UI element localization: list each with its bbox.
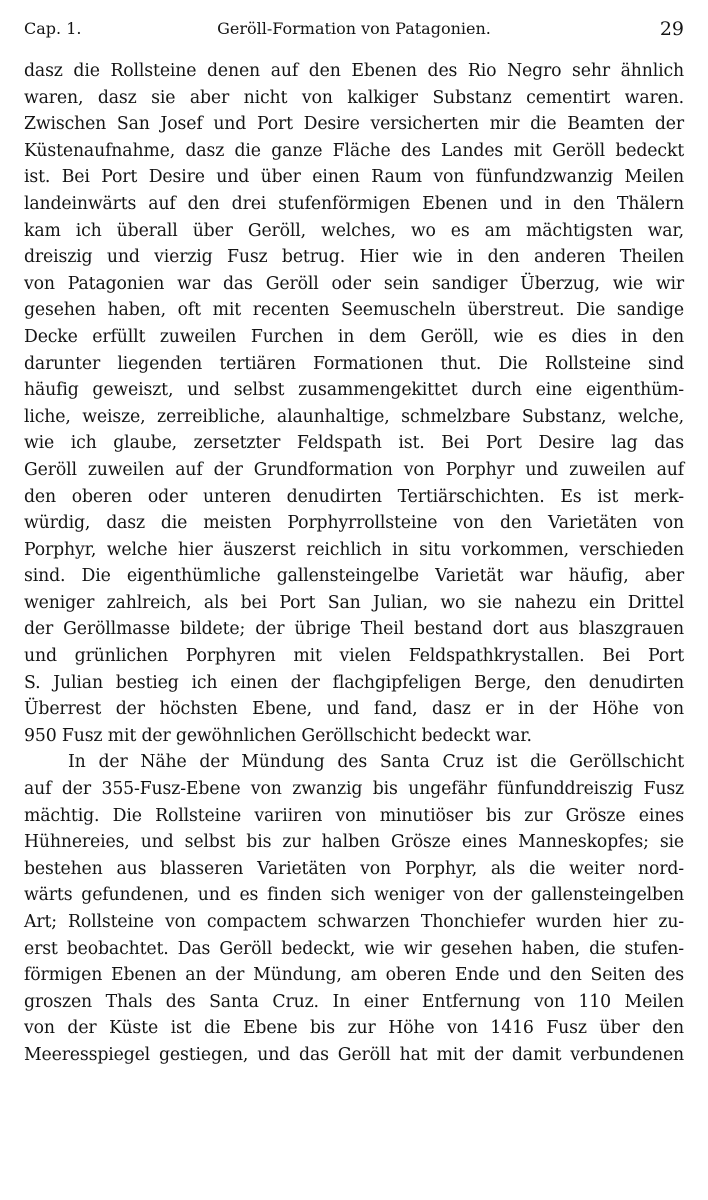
text-line: von der Küste ist die Ebene bis zur Höhe von 1416 Fusz über den bbox=[24, 1018, 684, 1039]
text-line: groszen Thals des Santa Cruz. In einer Entfernung von 110 Meilen bbox=[24, 991, 684, 1012]
text-line: Meeresspiegel gestiegen, und das Geröll hat mit der damit verbundenen bbox=[24, 1044, 684, 1065]
text-line: Küstenaufnahme, dasz die ganze Fläche des Landes mit Geröll bedeckt bbox=[24, 140, 684, 161]
text-line: und grünlichen Porphyren mit vielen Feldspathkrystallen. Bei Port bbox=[24, 646, 684, 667]
text-line: darunter liegenden tertiären Formationen thut. Die Rollsteine sind bbox=[24, 353, 684, 374]
text-line: dreiszig und vierzig Fusz betrug. Hier wie in den anderen Theilen bbox=[24, 247, 684, 268]
text-line: liche, weisze, zerreibliche, alaunhaltige, schmelzbare Substanz, welche, bbox=[24, 406, 684, 427]
text-line: von Patagonien war das Geröll oder sein sandiger Überzug, wie wir bbox=[24, 273, 684, 294]
page-number: 29 bbox=[659, 18, 684, 40]
text-line: landeinwärts auf den drei stufenförmigen Ebenen und in den Thälern bbox=[24, 193, 684, 214]
text-line: bestehen aus blasseren Varietäten von Porphyr, als die weiter nord- bbox=[24, 858, 684, 879]
paragraph-end-line: 950 Fusz mit der gewöhnlichen Geröllschicht bedeckt war. bbox=[24, 725, 532, 746]
text-line: häufig geweiszt, und selbst zusammengekittet durch eine eigenthüm- bbox=[24, 380, 684, 401]
text-line: kam ich überall über Geröll, welches, wo es am mächtigsten war, bbox=[24, 220, 684, 241]
paragraph-start-line: In der Nähe der Mündung des Santa Cruz ist die Geröllschicht bbox=[68, 752, 684, 773]
text-line: mächtig. Die Rollsteine variiren von minutiöser bis zur Grösze eines bbox=[24, 805, 684, 826]
text-line: Zwischen San Josef und Port Desire versicherten mir die Beamten der bbox=[24, 114, 684, 135]
chapter-label: Cap. 1. bbox=[24, 19, 82, 38]
text-line: S. Julian bestieg ich einen der flachgipfeligen Berge, den denudirten bbox=[24, 672, 684, 693]
text-line: der Geröllmasse bildete; der übrige Theil bestand dort aus blaszgrauen bbox=[24, 619, 684, 640]
running-title: Geröll-Formation von Patagonien. bbox=[217, 19, 491, 38]
text-line: Hühnereies, und selbst bis zur halben Grösze eines Manneskopfes; sie bbox=[24, 832, 684, 853]
body-text bbox=[24, 58, 684, 1069]
text-line: wie ich glaube, zersetzter Feldspath ist. Bei Port Desire lag das bbox=[24, 433, 684, 454]
text-line: sind. Die eigenthümliche gallensteingelbe Varietät war häufig, aber bbox=[24, 566, 684, 587]
text-line: Geröll zuweilen auf der Grundformation von Porphyr und zuweilen auf bbox=[24, 459, 684, 480]
text-line: auf der 355-Fusz-Ebene von zwanzig bis ungefähr fünfunddreiszig Fusz bbox=[24, 779, 684, 800]
text-line: waren, dasz sie aber nicht von kalkiger Substanz cementirt waren. bbox=[24, 87, 684, 108]
text-line: wärts gefundenen, und es finden sich weniger von der gallensteingelben bbox=[24, 885, 684, 906]
text-line: Decke erfüllt zuweilen Furchen in dem Geröll, wie es dies in den bbox=[24, 326, 684, 347]
text-line: den oberen oder unteren denudirten Tertiärschichten. Es ist merk- bbox=[24, 486, 684, 507]
text-line: Art; Rollsteine von compactem schwarzen Thonchiefer wurden hier zu- bbox=[24, 912, 684, 932]
text-line: weniger zahlreich, als bei Port San Julian, wo sie nahezu ein Drittel bbox=[24, 592, 684, 613]
text-line: Porphyr, welche hier äuszerst reichlich in situ vorkommen, verschieden bbox=[24, 539, 684, 560]
text-line: gesehen haben, oft mit recenten Seemuscheln überstreut. Die sandige bbox=[24, 300, 684, 321]
text-line: dasz die Rollsteine denen auf den Ebenen des Rio Negro sehr ähnlich bbox=[24, 61, 684, 81]
text-line: Überrest der höchsten Ebene, und fand, dasz er in der Höhe von bbox=[24, 699, 684, 720]
text-line: förmigen Ebenen an der Mündung, am oberen Ende und den Seiten des bbox=[24, 965, 684, 986]
text-line: würdig, dasz die meisten Porphyrrollsteine von den Varietäten von bbox=[24, 513, 684, 534]
text-line: ist. Bei Port Desire und über einen Raum von fünfundzwanzig Meilen bbox=[24, 167, 684, 188]
running-head bbox=[24, 16, 684, 42]
text-line: erst beobachtet. Das Geröll bedeckt, wie wir gesehen haben, die stufen- bbox=[24, 938, 684, 959]
